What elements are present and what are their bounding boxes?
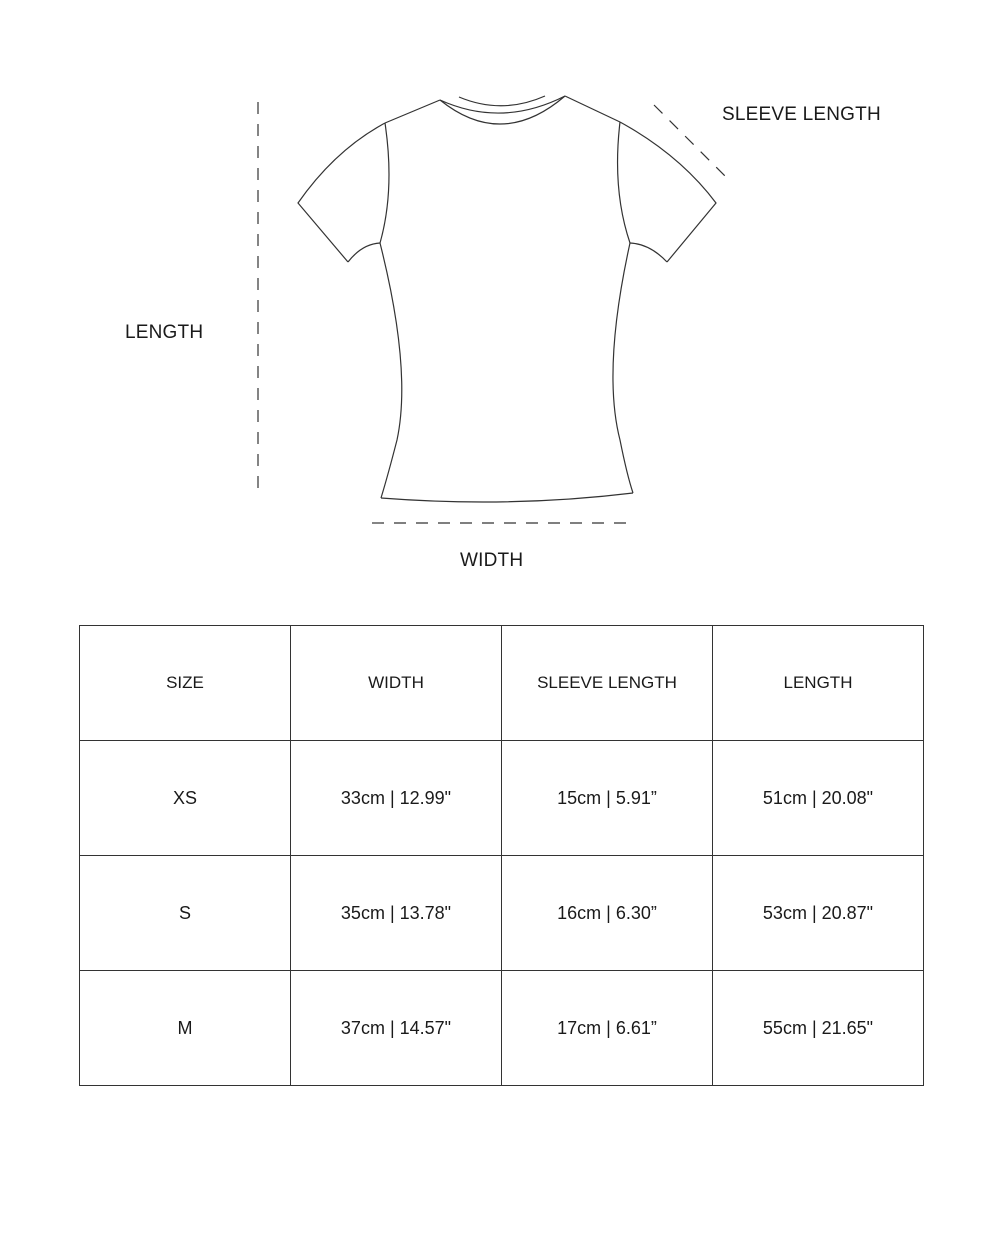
right-armhole-seam xyxy=(618,122,630,243)
left-underarm xyxy=(348,243,380,262)
right-side xyxy=(613,243,633,493)
right-sleeve xyxy=(620,122,716,262)
cell-width: 35cm | 13.78" xyxy=(291,856,502,971)
cell-size: XS xyxy=(80,741,291,856)
cell-sleeve-length: 17cm | 6.61” xyxy=(502,971,713,1086)
length-label: LENGTH xyxy=(125,322,204,343)
right-underarm xyxy=(630,243,667,262)
header-sleeve-length: SLEEVE LENGTH xyxy=(502,626,713,741)
cell-length: 55cm | 21.65" xyxy=(713,971,924,1086)
cell-width: 37cm | 14.57" xyxy=(291,971,502,1086)
table-row xyxy=(80,856,924,971)
tshirt-diagram xyxy=(0,0,1000,600)
cell-length: 51cm | 20.08" xyxy=(713,741,924,856)
header-length: LENGTH xyxy=(713,626,924,741)
table-header-row xyxy=(80,626,924,741)
collar-inner xyxy=(459,96,545,106)
sleeve-length-label: SLEEVE LENGTH xyxy=(722,104,881,125)
table-row xyxy=(80,741,924,856)
left-side xyxy=(380,243,402,498)
cell-sleeve-length: 16cm | 6.30” xyxy=(502,856,713,971)
left-armhole-seam xyxy=(380,123,389,243)
table-row xyxy=(80,971,924,1086)
size-chart-table xyxy=(79,625,924,1086)
cell-size: M xyxy=(80,971,291,1086)
tshirt-outline-icon xyxy=(0,0,1000,600)
header-size: SIZE xyxy=(80,626,291,741)
collar-band xyxy=(440,96,565,124)
sleeve-length-dimension-line xyxy=(654,105,730,181)
header-width: WIDTH xyxy=(291,626,502,741)
left-sleeve xyxy=(298,123,385,262)
right-shoulder xyxy=(565,96,620,122)
collar-outer xyxy=(440,96,565,113)
cell-size: S xyxy=(80,856,291,971)
cell-width: 33cm | 12.99" xyxy=(291,741,502,856)
left-shoulder xyxy=(385,100,440,123)
width-label: WIDTH xyxy=(460,550,524,571)
cell-length: 53cm | 20.87" xyxy=(713,856,924,971)
hem xyxy=(381,493,633,502)
cell-sleeve-length: 15cm | 5.91” xyxy=(502,741,713,856)
